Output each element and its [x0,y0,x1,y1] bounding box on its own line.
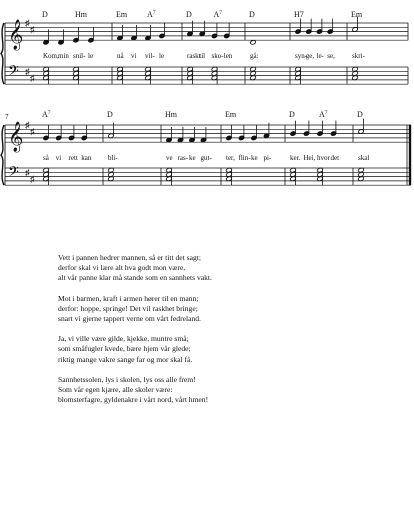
lyric-syllable: rett [68,154,78,162]
sharp-icon: ♯ [30,173,35,184]
lyric-syllable: le [159,52,165,60]
chord-superscript: 7 [219,10,223,16]
lyric-syllable: så [43,154,49,162]
system-1 [1,10,408,84]
brace [1,125,4,185]
bass-staff [5,67,408,84]
sharp-icon: ♯ [25,18,30,28]
chord-symbol: D [289,110,295,119]
verse-line: snart vi gjerne tappert verne om vårt fedreland. [58,313,201,323]
lyric-syllable: ve [166,154,173,162]
verse-3 [58,334,398,364]
verse-line: alt vår panne klar må stande som en sannhets vakt. [58,273,212,283]
lyric-syllable: min [58,52,69,60]
chord-superscript: 7 [324,110,328,116]
chord-symbol: D [249,10,255,19]
treble-clef-icon: 𝄞 [8,20,24,50]
verse-1 [58,253,398,283]
lyric-syllable: det [330,154,340,162]
sharp-icon: ♯ [25,167,30,178]
lyric-syllable: sko- [211,52,224,60]
verse-line: Vett i pannen hedrer mannen, så er titt det sagt; [58,253,201,262]
bass-clef-icon: 𝄢 [8,164,19,183]
verse-line: som småfugler kvede, bære hjem vår glede; [58,344,191,354]
lyric-syllable: kan [81,154,92,162]
lyric-syllable: Hei, [303,154,316,162]
verse-line: derfor: hoppe, springe! Det vil raskhet bringe; [58,303,198,313]
verse-line: Sannhetssolen, lys i skolen, lys oss alle frem! [58,375,196,385]
chord-symbol: $A^7$ [42,110,51,119]
lyric-syllable: le- [316,52,324,60]
system-2 [1,110,410,185]
lyric-syllable: Kom, [43,52,59,60]
lyric-syllable: ter, [226,154,235,162]
lyric-syllable: ker. [290,154,301,162]
verses-block [58,253,398,416]
lyric-syllable: ke [189,154,196,162]
chord-superscript: 7 [47,110,51,116]
lyric-syllable: vi [131,52,137,60]
lyric-syllable: nå [117,52,124,60]
sharp-icon: ♯ [25,120,30,130]
lyric-syllable: skri- [352,52,365,60]
verse-2 [58,294,398,324]
measure-number: 7 [5,113,9,121]
chord-symbol: D [42,10,48,19]
chord-symbol: D [357,110,363,119]
chord-symbol: D [186,10,192,19]
sharp-icon: ♯ [30,72,35,83]
lyric-syllable: ras- [177,154,188,162]
verse-line: Mot i barmen, kraft i armen hører til en mann; [58,293,199,303]
lyric-syllable: vi [55,154,62,162]
verse-line: derfor skal vi lære alt hva godt mon være, [58,263,186,273]
lyric-syllable: raskt [187,52,201,60]
lyric-syllable: ge, [305,52,315,60]
lyric-syllable: se, [327,52,335,60]
verse-4 [58,375,398,405]
bass-staff [5,168,411,185]
sharp-icon: ♯ [30,126,35,137]
chord-symbol: Em [351,10,363,19]
chord-symbol: Em [225,110,237,119]
verse-line: Som vår egen kjære, alle skoler være: [58,385,173,395]
lyric-syllable: skal [358,154,370,162]
verse-line: riktig mange vakre sange far og mor skal få. [58,354,193,364]
sharp-icon: ♯ [30,24,35,35]
treble-staff [5,23,408,40]
verse-line: Ja, vi ville være gilde, kjekke, muntre små; [58,334,189,344]
chord-symbol: $A^7$ [147,10,156,19]
lyric-syllable: ke [251,154,258,162]
lyric-syllable: syn- [295,52,308,60]
chord-symbol: D [107,110,113,119]
lyric-syllable: flin- [238,154,251,162]
bass-clef-icon: 𝄢 [8,63,19,82]
lyric-syllable: gå: [250,52,259,60]
chord-symbol: Hm [75,10,87,19]
lyric-syllable: hvor [317,154,330,162]
chord-superscript: 7 [152,10,156,16]
treble-clef-icon: 𝄞 [8,122,24,152]
lyric-syllable: bli- [108,154,118,162]
treble-staff [5,125,411,142]
lyric-syllable: pi- [263,154,272,162]
chord-symbol: $A^7$ [213,10,223,19]
lyric-syllable: snil- [73,52,86,60]
chord-symbol: Hm [165,110,177,119]
chord-symbol: Em [116,10,128,19]
lyric-syllable: le [88,52,94,60]
lyric-syllable: til [199,52,206,60]
lyric-syllable: vil- [145,52,155,60]
lyric-syllable: gut- [200,154,212,162]
sharp-icon: ♯ [25,66,30,77]
sheet-music-score [0,0,414,250]
lyric-syllable: len [223,52,233,60]
brace [1,23,4,84]
verse-line: blomsterfagre, gyldenakre i vårt nord, vårt hmen! [58,395,209,405]
chord-symbol: H7 [294,10,304,19]
chord-symbol: $A^7$ [319,110,328,119]
